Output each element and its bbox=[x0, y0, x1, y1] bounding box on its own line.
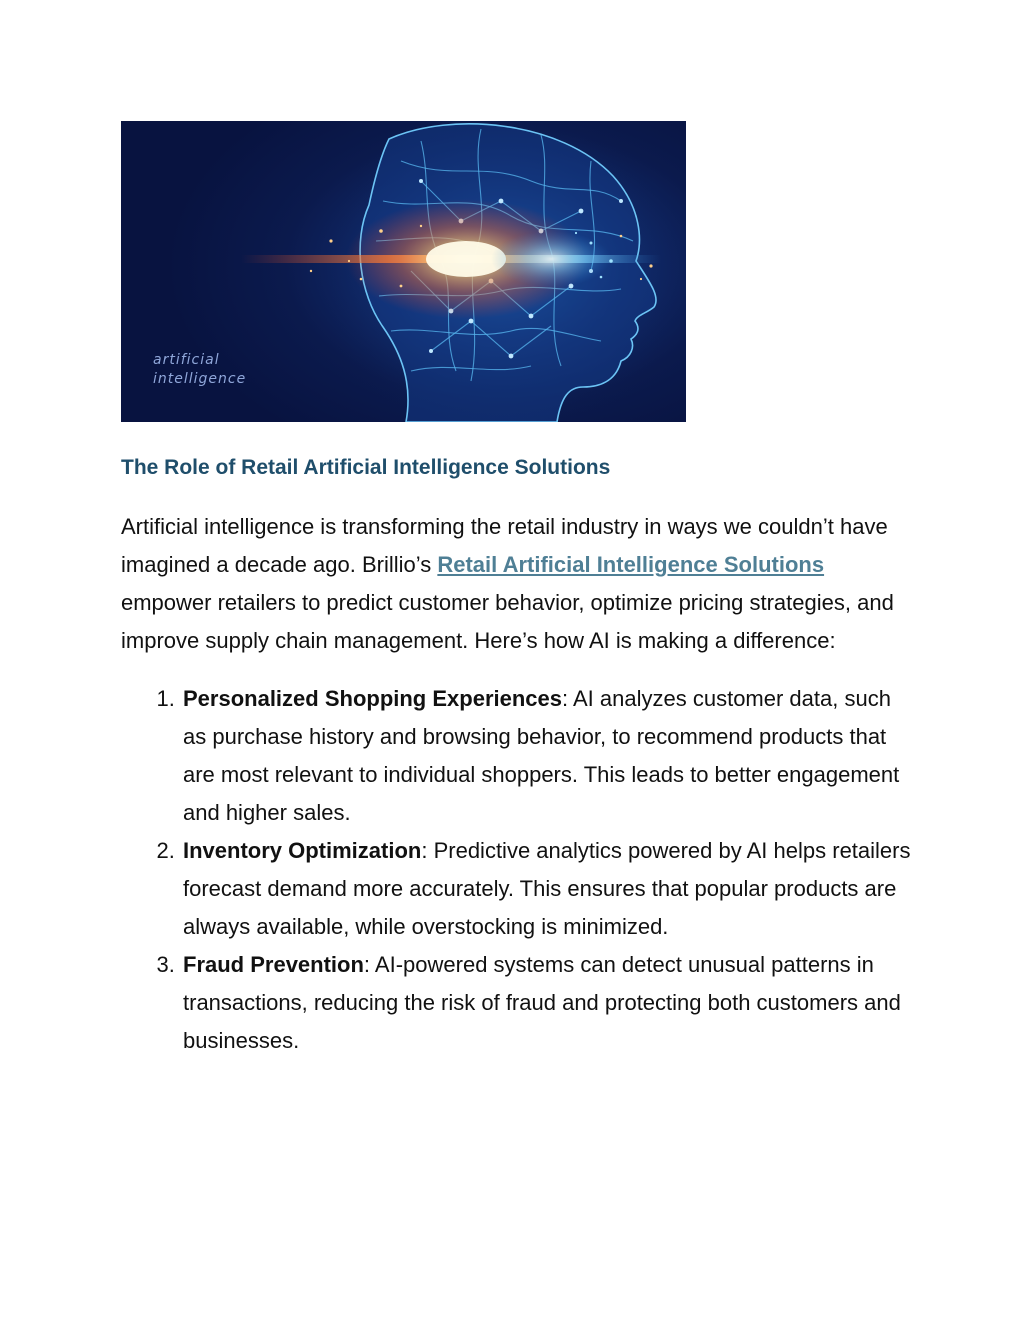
document-page bbox=[121, 121, 911, 1060]
intro-text-before-link: Artificial intelligence is transforming the retail industry in ways we couldn’t have imagined a decade ago. Brillio’s bbox=[121, 514, 888, 577]
image-caption-line2: intelligence bbox=[153, 371, 247, 387]
image-caption-line1: artificial bbox=[153, 352, 220, 368]
list-item-text: : AI-powered systems can detect unusual patterns in transactions, reducing the risk of fraud and protecting both customers and businesses. bbox=[183, 952, 901, 1053]
section-heading: The Role of Retail Artificial Intelligence Solutions bbox=[121, 456, 611, 479]
list-item bbox=[181, 946, 911, 1060]
list-item-text: : AI analyzes customer data, such as purchase history and browsing behavior, to recommend products that are most relevant to individual shoppers. This leads to better engagement and higher sales. bbox=[183, 686, 900, 825]
intro-paragraph bbox=[121, 508, 911, 660]
ai-head-illustration bbox=[121, 121, 686, 422]
list-item-text: : Predictive analytics powered by AI helps retailers forecast demand more accurately. This ensures that popular products are always available, while overstocking is minimized. bbox=[183, 838, 911, 939]
list-item-title: Personalized Shopping Experiences bbox=[183, 686, 562, 711]
list-item bbox=[181, 680, 911, 832]
benefits-list bbox=[121, 680, 911, 1060]
retail-ai-solutions-link[interactable]: Retail Artificial Intelligence Solutions bbox=[437, 552, 825, 577]
list-item-title: Inventory Optimization bbox=[183, 838, 422, 863]
list-item-title: Fraud Prevention bbox=[183, 952, 364, 977]
image-caption bbox=[153, 351, 246, 389]
list-item bbox=[181, 832, 911, 946]
intro-text-after-link: empower retailers to predict customer behavior, optimize pricing strategies, and improve supply chain management. Here’s how AI is making a difference: bbox=[121, 590, 894, 653]
